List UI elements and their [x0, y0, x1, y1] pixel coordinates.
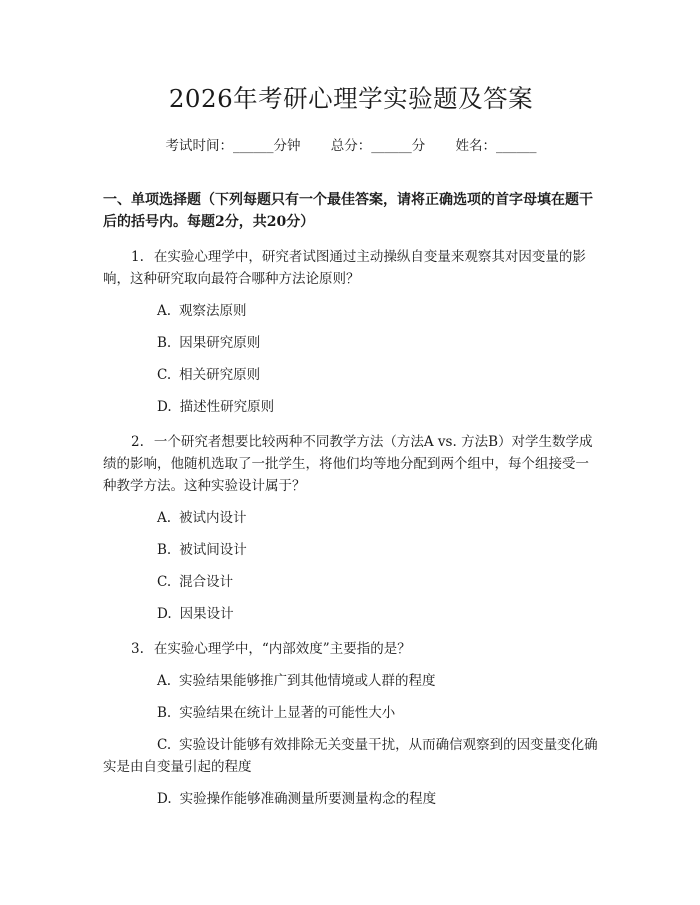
option-letter: B. [157, 335, 172, 351]
question-number: 2. [131, 434, 144, 450]
option-item [103, 603, 599, 625]
question-3 [103, 638, 599, 660]
option-text: 实验设计能够有效排除无关变量干扰，从而确信观察到的因变量变化确实是由自变量引起的程度 [103, 737, 598, 775]
option-letter: A. [157, 510, 172, 526]
option-letter: C. [157, 367, 172, 383]
total-score-field: 总分：______分 [330, 138, 426, 154]
option-text: 观察法原则 [179, 303, 247, 319]
option-text: 实验结果能够推广到其他情境或人群的程度 [179, 673, 436, 689]
option-letter: D. [157, 791, 172, 807]
option-text: 被试内设计 [179, 510, 247, 526]
name-field: 姓名：______ [455, 138, 537, 154]
option-letter: C. [157, 574, 172, 590]
option-letter: D. [157, 399, 172, 415]
document-title: 2026年考研心理学实验题及答案 [168, 84, 534, 113]
option-letter: C. [157, 737, 172, 753]
section-heading: 一、单项选择题（下列每题只有一个最佳答案，请将正确选项的首字母填在题干后的括号内。每题2分，共20分） [103, 192, 593, 230]
option-letter: A. [157, 673, 172, 689]
option-item [103, 788, 599, 810]
question-1 [103, 246, 599, 290]
option-item [103, 300, 599, 322]
question-2 [103, 431, 599, 497]
option-item [103, 507, 599, 529]
question-number: 3. [131, 641, 144, 657]
option-letter: D. [157, 606, 172, 622]
question-stem: 在实验心理学中，研究者试图通过主动操纵自变量来观察其对因变量的影响，这种研究取向最符合哪种方法论原则？ [103, 249, 586, 287]
option-item [103, 396, 599, 418]
option-text: 因果设计 [179, 606, 234, 622]
option-text: 因果研究原则 [179, 335, 261, 351]
question-stem: 一个研究者想要比较两种不同教学方法（方法A vs. 方法B）对学生数学成绩的影响，他随机选取了一批学生，将他们均等地分配到两个组中，每个组接受一种教学方法。这种实验设计属于？ [103, 434, 593, 494]
option-text: 混合设计 [179, 574, 234, 590]
option-item [103, 332, 599, 354]
question-number: 1. [131, 249, 144, 265]
option-text: 实验操作能够准确测量所要测量构念的程度 [179, 791, 437, 807]
option-text: 被试间设计 [179, 542, 247, 558]
exam-info-line [103, 136, 599, 156]
option-item [103, 670, 599, 692]
option-item [103, 364, 599, 386]
option-item [103, 539, 599, 561]
option-item [103, 734, 599, 778]
option-item [103, 571, 599, 593]
option-letter: A. [157, 303, 172, 319]
exam-time-field: 考试时间：______分钟 [165, 138, 301, 154]
option-letter: B. [157, 542, 172, 558]
option-text: 相关研究原则 [179, 367, 261, 383]
option-letter: B. [157, 705, 172, 721]
question-stem: 在实验心理学中，“内部效度”主要指的是？ [153, 641, 411, 657]
option-text: 实验结果在统计上显著的可能性大小 [179, 705, 396, 721]
option-text: 描述性研究原则 [179, 399, 275, 415]
option-item [103, 702, 599, 724]
